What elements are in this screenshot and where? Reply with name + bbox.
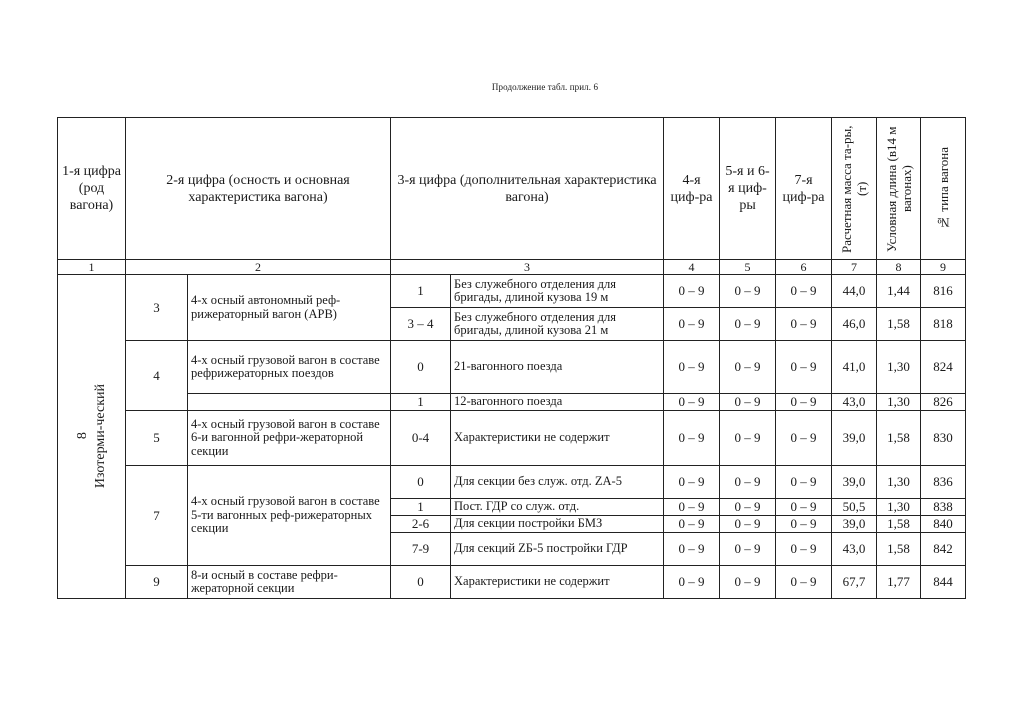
table-row — [58, 341, 966, 394]
conditional-length: 1,44 — [877, 275, 921, 308]
digit3-desc: Для секции постройки БМЗ — [451, 516, 664, 533]
table-caption: Продолжение табл. прил. 6 — [491, 82, 599, 92]
digit4: 0 – 9 — [664, 566, 720, 599]
table-row — [58, 566, 966, 599]
digit3-desc: Для секций ZБ-5 постройки ГДР — [451, 533, 664, 566]
wagon-type: 844 — [921, 566, 966, 599]
digit3: 0 — [391, 466, 451, 499]
wagon-type: 826 — [921, 394, 966, 411]
col-number: 4 — [664, 260, 720, 275]
conditional-length: 1,30 — [877, 341, 921, 394]
conditional-length: 1,58 — [877, 411, 921, 466]
digit7: 0 – 9 — [776, 566, 832, 599]
header-col8-text: Условная длина (в14 м вагонах) — [883, 125, 914, 252]
conditional-length: 1,30 — [877, 499, 921, 516]
digit56: 0 – 9 — [720, 394, 776, 411]
conditional-length: 1,30 — [877, 394, 921, 411]
digit3-desc: Характеристики не содержит — [451, 411, 664, 466]
header-col9-text: № типа вагона — [935, 147, 951, 230]
tare-mass: 39,0 — [832, 516, 877, 533]
header-col3: 3-я цифра (дополнительная характеристика вагона) — [391, 118, 664, 260]
table-row — [58, 466, 966, 499]
group-label — [74, 384, 110, 488]
group-name: Изотерми-ческий — [92, 384, 108, 489]
digit7: 0 – 9 — [776, 516, 832, 533]
digit3-desc: Характеристики не содержит — [451, 566, 664, 599]
tare-mass: 39,0 — [832, 411, 877, 466]
conditional-length: 1,58 — [877, 308, 921, 341]
table-row — [58, 275, 966, 308]
tare-mass: 44,0 — [832, 275, 877, 308]
tare-mass: 43,0 — [832, 394, 877, 411]
digit7: 0 – 9 — [776, 275, 832, 308]
section-desc: 4-х осный грузовой вагон в составе 5-ти вагонных реф-рижераторных секции — [188, 466, 391, 566]
wagon-type: 836 — [921, 466, 966, 499]
digit3: 3 – 4 — [391, 308, 451, 341]
header-col8 — [877, 118, 921, 260]
section-digit: 5 — [126, 411, 188, 466]
digit3-desc: Для секции без служ. отд. ZA-5 — [451, 466, 664, 499]
col-number: 6 — [776, 260, 832, 275]
header-col6: 7-я циф-ра — [776, 118, 832, 260]
section-desc: 4-х осный грузовой вагон в составе рефрижераторных поездов — [188, 341, 391, 394]
digit7: 0 – 9 — [776, 533, 832, 566]
digit4: 0 – 9 — [664, 341, 720, 394]
tare-mass: 46,0 — [832, 308, 877, 341]
digit56: 0 – 9 — [720, 533, 776, 566]
header-col7 — [832, 118, 877, 260]
digit3-desc: Без служебного отделения для бригады, длиной кузова 19 м — [451, 275, 664, 308]
digit4: 0 – 9 — [664, 275, 720, 308]
tare-mass: 43,0 — [832, 533, 877, 566]
digit7: 0 – 9 — [776, 466, 832, 499]
tare-mass: 67,7 — [832, 566, 877, 599]
col-number: 9 — [921, 260, 966, 275]
col-number: 2 — [126, 260, 391, 275]
digit3-desc: 12-вагонного поезда — [451, 394, 664, 411]
header-col5: 5-я и 6-я циф-ры — [720, 118, 776, 260]
column-number-row — [58, 260, 966, 275]
digit7: 0 – 9 — [776, 411, 832, 466]
digit7: 0 – 9 — [776, 341, 832, 394]
digit3: 2-6 — [391, 516, 451, 533]
wagon-type: 830 — [921, 411, 966, 466]
digit3-desc: 21-вагонного поезда — [451, 341, 664, 394]
section-desc: 4-х осный грузовой вагон в составе 6-и вагонной рефри-жераторной секции — [188, 411, 391, 466]
digit56: 0 – 9 — [720, 411, 776, 466]
section-digit: 4 — [126, 341, 188, 411]
digit56: 0 – 9 — [720, 308, 776, 341]
wagon-type: 842 — [921, 533, 966, 566]
digit4: 0 – 9 — [664, 308, 720, 341]
digit3-desc: Пост. ГДР со служ. отд. — [451, 499, 664, 516]
wagon-type: 824 — [921, 341, 966, 394]
digit3: 1 — [391, 499, 451, 516]
wagon-type: 816 — [921, 275, 966, 308]
col-number: 5 — [720, 260, 776, 275]
wagon-type: 840 — [921, 516, 966, 533]
header-col9 — [921, 118, 966, 260]
conditional-length: 1,30 — [877, 466, 921, 499]
digit7: 0 – 9 — [776, 499, 832, 516]
section-desc: 8-и осный в составе рефри-жераторной секции — [188, 566, 391, 599]
header-row — [58, 118, 966, 260]
tare-mass: 39,0 — [832, 466, 877, 499]
digit3: 1 — [391, 394, 451, 411]
digit3: 0 — [391, 341, 451, 394]
section-digit: 7 — [126, 466, 188, 566]
header-col7-text: Расчетная масса та-ры, (т) — [839, 124, 870, 253]
digit3: 1 — [391, 275, 451, 308]
header-col2: 2-я цифра (осность и основная характеристика вагона) — [126, 118, 391, 260]
conditional-length: 1,77 — [877, 566, 921, 599]
col-number: 8 — [877, 260, 921, 275]
wagon-code-table — [57, 117, 966, 599]
digit4: 0 – 9 — [664, 394, 720, 411]
section-desc: 4-х осный автономный реф-рижераторный вагон (АРВ) — [188, 275, 391, 341]
section-digit: 9 — [126, 566, 188, 599]
digit7: 0 – 9 — [776, 308, 832, 341]
header-col4: 4-я циф-ра — [664, 118, 720, 260]
section-desc-empty — [188, 394, 391, 411]
digit3: 0 — [391, 566, 451, 599]
digit4: 0 – 9 — [664, 466, 720, 499]
conditional-length: 1,58 — [877, 533, 921, 566]
digit56: 0 – 9 — [720, 466, 776, 499]
col-number: 3 — [391, 260, 664, 275]
table-row — [58, 411, 966, 466]
digit7: 0 – 9 — [776, 394, 832, 411]
digit4: 0 – 9 — [664, 411, 720, 466]
digit4: 0 – 9 — [664, 516, 720, 533]
table-row — [58, 394, 966, 411]
wagon-type: 818 — [921, 308, 966, 341]
digit3-desc: Без служебного отделения для бригады, длиной кузова 21 м — [451, 308, 664, 341]
digit4: 0 – 9 — [664, 533, 720, 566]
digit56: 0 – 9 — [720, 275, 776, 308]
digit56: 0 – 9 — [720, 566, 776, 599]
col-number: 7 — [832, 260, 877, 275]
group-digit: 8 — [74, 433, 90, 440]
digit3: 0-4 — [391, 411, 451, 466]
wagon-type: 838 — [921, 499, 966, 516]
digit3: 7-9 — [391, 533, 451, 566]
digit56: 0 – 9 — [720, 499, 776, 516]
digit56: 0 – 9 — [720, 516, 776, 533]
tare-mass: 50,5 — [832, 499, 877, 516]
header-col1: 1-я цифра (род вагона) — [58, 118, 126, 260]
conditional-length: 1,58 — [877, 516, 921, 533]
section-digit: 3 — [126, 275, 188, 341]
group-cell — [58, 275, 126, 599]
digit56: 0 – 9 — [720, 341, 776, 394]
tare-mass: 41,0 — [832, 341, 877, 394]
digit4: 0 – 9 — [664, 499, 720, 516]
col-number: 1 — [58, 260, 126, 275]
